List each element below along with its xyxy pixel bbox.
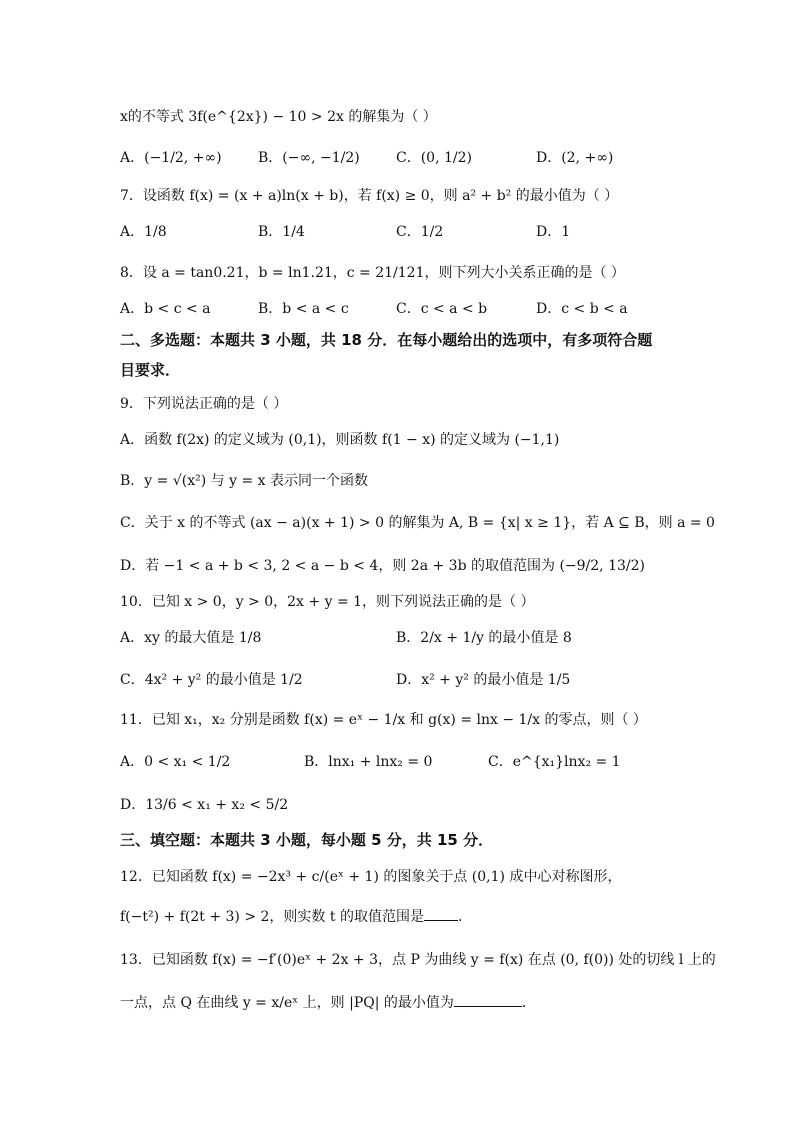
q8-option-a: A．b < c < a bbox=[120, 301, 211, 317]
q6-option-d: D．(2, +∞) bbox=[536, 150, 614, 166]
q13-line1: 13．已知函数 f(x) = −f′(0)eˣ + 2x + 3，点 P 为曲线 y = f(x) 在点 (0, f(0)) 处的切线 l 上的 bbox=[120, 952, 716, 968]
section-multiple-choice-heading: 二、多选题：本题共 3 小题，共 18 分．在每小题给出的选项中，有多项符合题 bbox=[120, 331, 653, 349]
q11-option-d: D．13/6 < x₁ + x₂ < 5/2 bbox=[120, 797, 289, 813]
q9-option-a: A．函数 f(2x) 的定义域为 (0,1)，则函数 f(1 − x) 的定义域为 (−1,1) bbox=[120, 432, 560, 448]
q10-option-d: D．x² + y² 的最小值是 1/5 bbox=[396, 672, 571, 688]
q11-option-b: B．lnx₁ + lnx₂ = 0 bbox=[304, 754, 433, 770]
q10-option-a: A．xy 的最大值是 1/8 bbox=[120, 630, 262, 646]
q11-option-c: C．e^{x₁}lnx₂ = 1 bbox=[488, 754, 621, 770]
q8-option-b: B．b < a < c bbox=[258, 301, 349, 317]
q13-line2: 一点，点 Q 在曲线 y = x/eˣ 上，则 |PQ| 的最小值为 ． bbox=[120, 992, 536, 1013]
q13-line2-text: 一点，点 Q 在曲线 y = x/eˣ 上，则 |PQ| 的最小值为 bbox=[120, 995, 454, 1011]
section-multiple-choice-heading-cont: 目要求． bbox=[120, 361, 181, 379]
q11-option-a: A．0 < x₁ < 1/2 bbox=[120, 754, 231, 770]
q12-answer-blank[interactable] bbox=[424, 906, 458, 921]
section-fill-in-heading: 三、填空题：本题共 3 小题，每小题 5 分，共 15 分． bbox=[120, 831, 494, 849]
q10-option-b: B．2/x + 1/y 的最小值是 8 bbox=[396, 630, 572, 646]
q6-option-c: C．(0, 1/2) bbox=[396, 150, 472, 166]
q7-stem: 7．设函数 f(x) = (x + a)ln(x + b)，若 f(x) ≥ 0，则 a² + b² 的最小值为（ ） bbox=[120, 188, 619, 204]
q10-stem: 10．已知 x > 0，y > 0，2x + y = 1，则下列说法正确的是（ ） bbox=[120, 594, 535, 610]
q12-line2: f(−t²) + f(2t + 3) > 2，则实数 t 的取值范围是 . bbox=[120, 906, 462, 927]
q13-answer-blank[interactable] bbox=[454, 992, 522, 1007]
q8-stem: 8．设 a = tan0.21，b = ln1.21，c = 21/121，则下列大小关系正确的是（ ） bbox=[120, 265, 625, 281]
q9-option-b: B．y = √(x²) 与 y = x 表示同一个函数 bbox=[120, 473, 368, 489]
q9-stem: 9．下列说法正确的是（ ） bbox=[120, 396, 288, 412]
q6-option-a: A．(−1/2, +∞) bbox=[120, 150, 222, 166]
q7-option-d: D．1 bbox=[536, 224, 571, 240]
q8-option-c: C．c < a < b bbox=[396, 301, 488, 317]
q6-stem: x的不等式 3f(e^{2x}) − 10 > 2x 的解集为（ ） bbox=[120, 109, 437, 125]
q7-option-a: A．1/8 bbox=[120, 224, 167, 240]
q8-option-d: D．c < b < a bbox=[536, 301, 628, 317]
q12-line2-text: f(−t²) + f(2t + 3) > 2，则实数 t 的取值范围是 bbox=[120, 909, 424, 925]
q9-option-c: C．关于 x 的不等式 (ax − a)(x + 1) > 0 的解集为 A, B = {x| x ≥ 1}，若 A ⊆ B，则 a = 0 bbox=[120, 515, 715, 531]
q7-option-c: C．1/2 bbox=[396, 224, 444, 240]
q10-option-c: C．4x² + y² 的最小值是 1/2 bbox=[120, 672, 303, 688]
q11-stem: 11．已知 x₁，x₂ 分别是函数 f(x) = eˣ − 1/x 和 g(x) = lnx − 1/x 的零点，则（ ） bbox=[120, 712, 647, 728]
q7-option-b: B．1/4 bbox=[258, 224, 305, 240]
q9-option-d: D．若 −1 < a + b < 3, 2 < a − b < 4，则 2a + 3b 的取值范围为 (−9/2, 13/2) bbox=[120, 558, 645, 574]
q12-line1: 12．已知函数 f(x) = −2x³ + c/(eˣ + 1) 的图象关于点 (0,1) 成中心对称图形， bbox=[120, 869, 622, 885]
q6-option-b: B．(−∞, −1/2) bbox=[258, 150, 360, 166]
